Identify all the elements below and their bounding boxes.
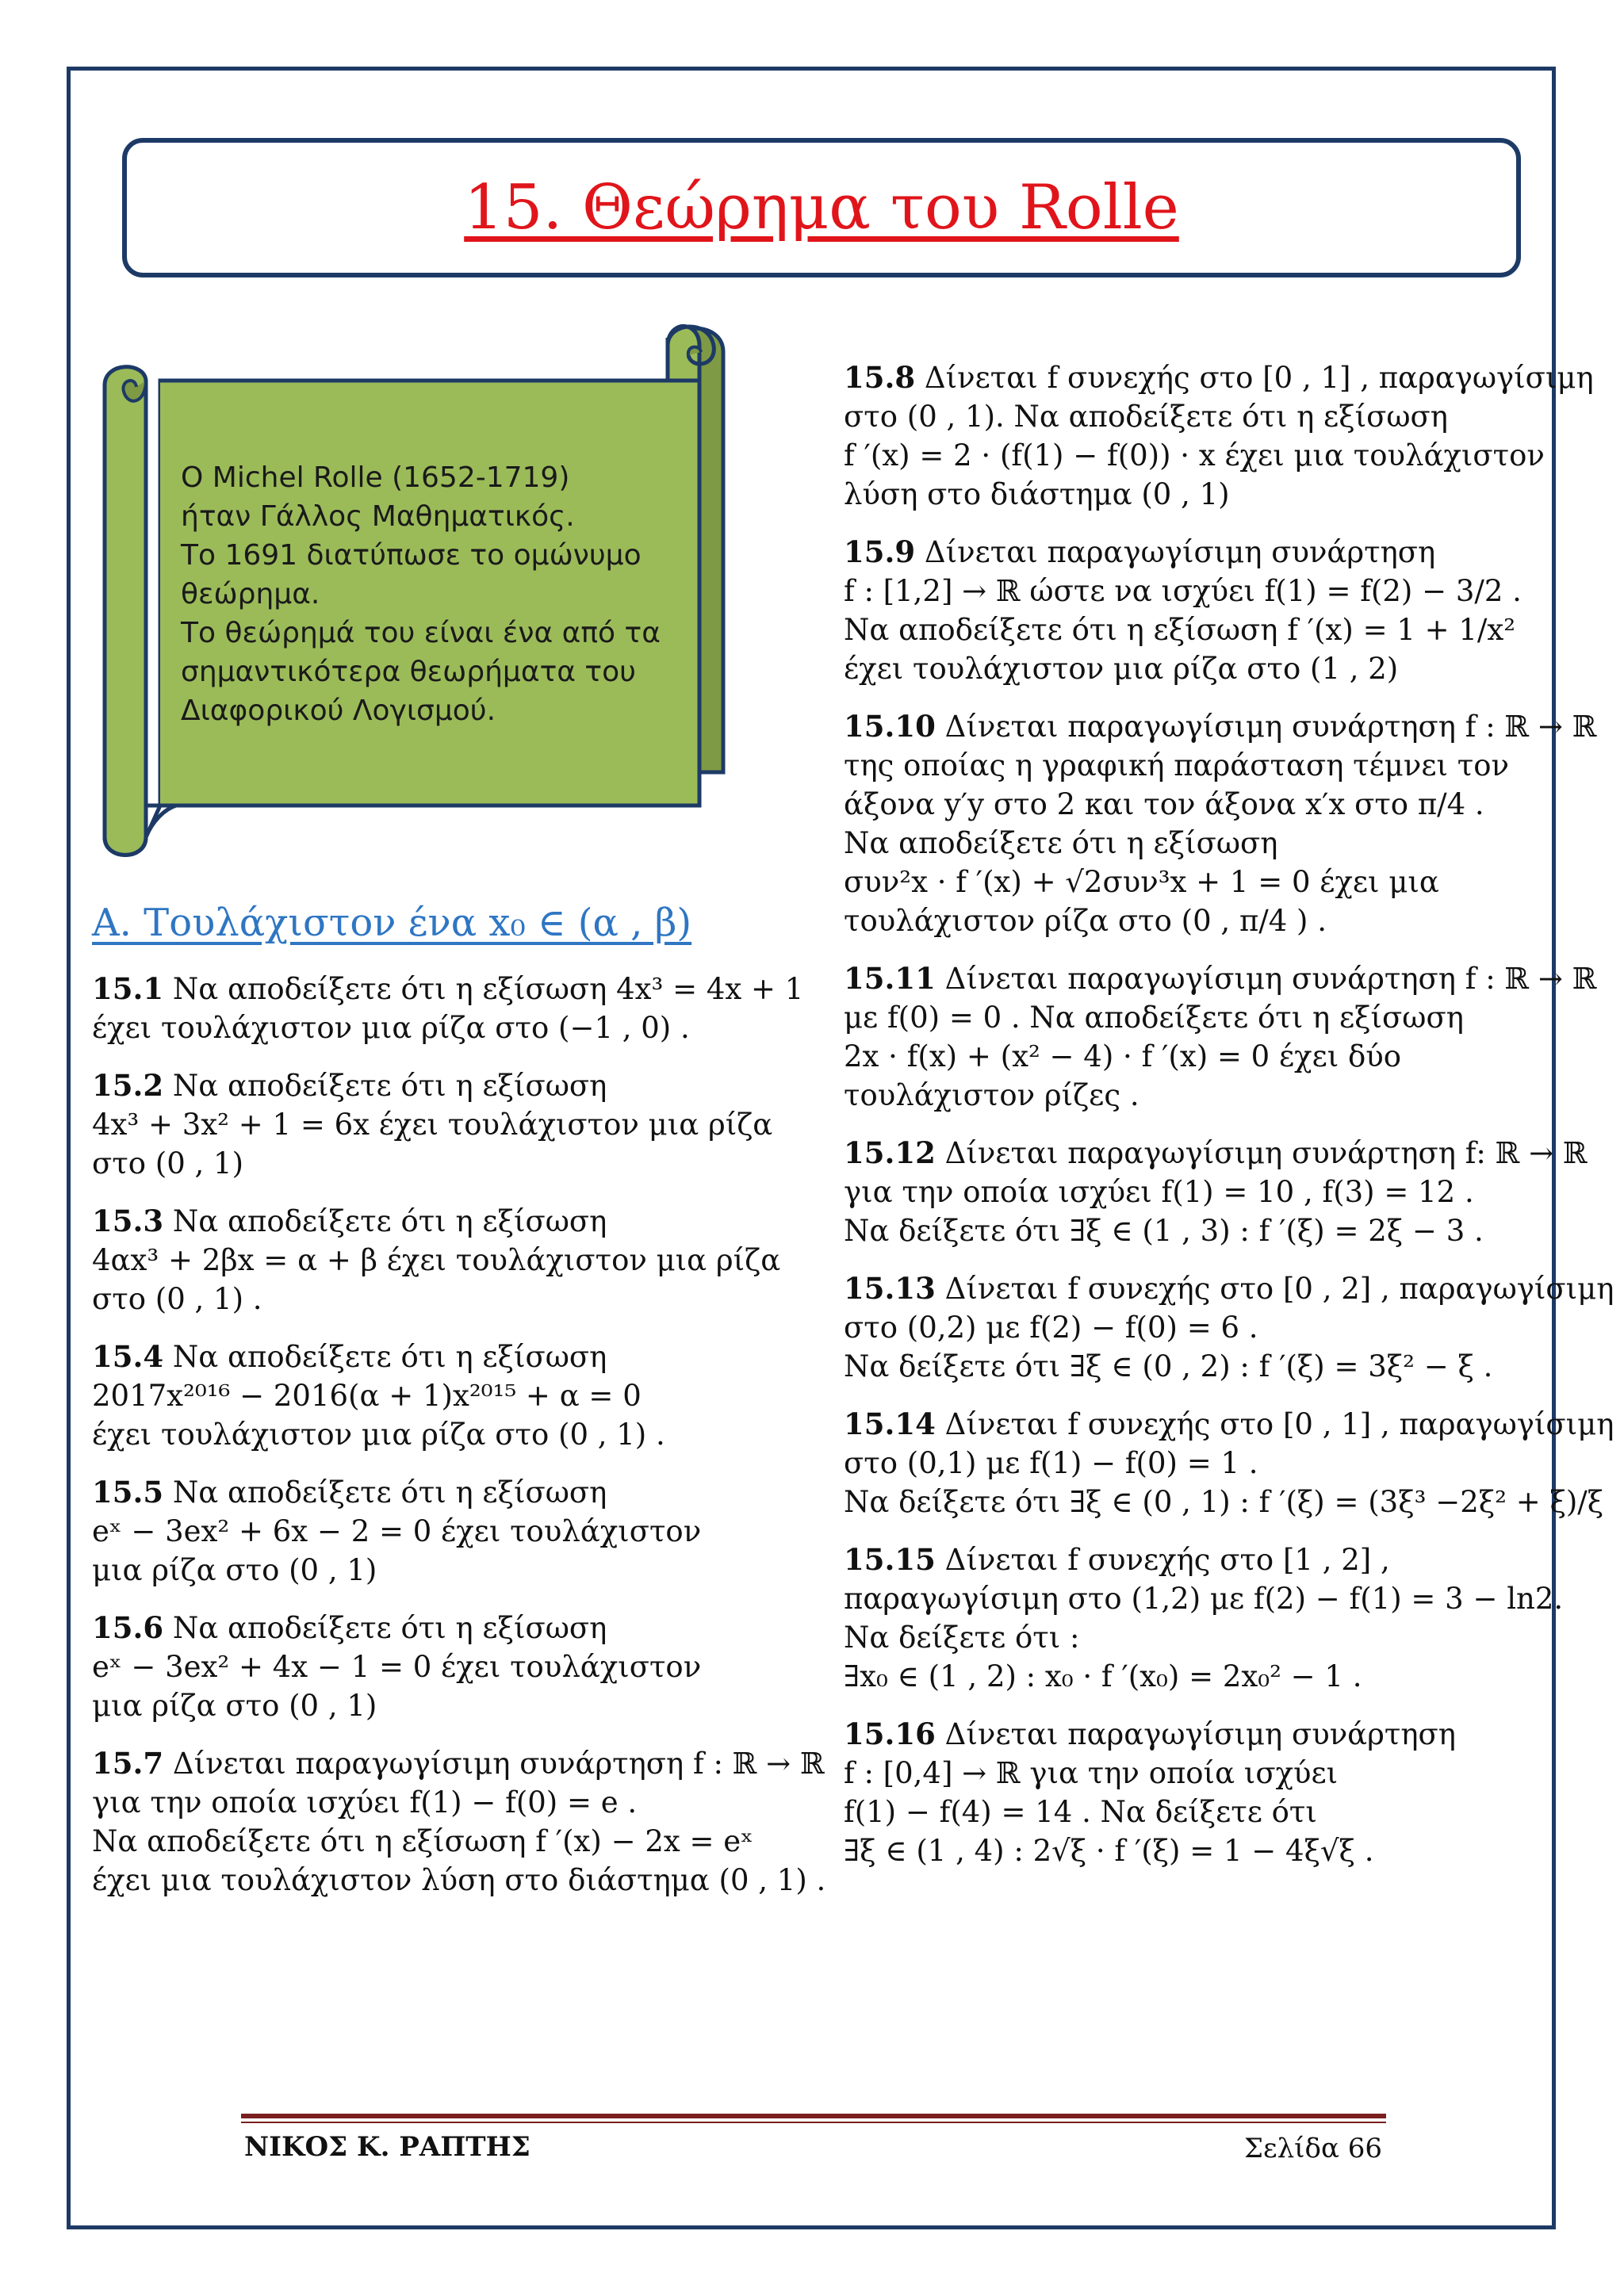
exercise-text: Να αποδείξετε ότι η εξίσωση f ′(x) − 2x = eˣ (92, 1824, 753, 1858)
exercise-line (844, 436, 1557, 475)
exercise-item (92, 1744, 826, 1900)
exercise-item (844, 707, 1597, 940)
exercise-line (92, 1415, 806, 1454)
exercise-number: 15.14 (844, 1406, 936, 1441)
exercise-number: 15.1 (92, 971, 164, 1006)
exercise-text: στο (0,1) με f(1) − f(0) = 1 . (844, 1446, 1258, 1480)
exercise-line (92, 1280, 806, 1318)
exercise-text: στο (0 , 1) . (92, 1282, 262, 1316)
exercise-number: 15.16 (844, 1716, 936, 1751)
exercise-item (844, 533, 1557, 688)
exercise-line (844, 1076, 1557, 1115)
exercise-number: 15.3 (92, 1203, 164, 1238)
exercise-text: παραγωγίσιμη στο (1,2) με f(2) − f(1) = 3 − ln2. (844, 1582, 1564, 1616)
exercise-number: 15.9 (844, 534, 916, 569)
exercise-line (844, 1754, 1557, 1793)
exercise-text: f ′(x) = 2 · (f(1) − f(0)) · x έχει μια τουλάχιστον (844, 438, 1545, 473)
exercise-line (92, 1202, 806, 1241)
scroll-line: ήταν Γάλλος Μαθηματικός. (181, 500, 575, 533)
exercise-item (844, 1269, 1614, 1386)
exercise-number: 15.15 (844, 1542, 936, 1577)
exercise-text: άξονα y′y στο 2 και τον άξονα x′x στο π/4 . (844, 787, 1484, 821)
exercise-line (92, 1376, 806, 1415)
exercise-line (92, 1609, 806, 1647)
exercise-item (844, 1405, 1614, 1521)
exercise-line (844, 1405, 1614, 1444)
exercise-line (92, 970, 806, 1008)
exercise-number: 15.10 (844, 709, 936, 744)
exercise-number: 15.2 (92, 1068, 164, 1103)
exercise-item (844, 1715, 1557, 1870)
exercise-line (844, 959, 1597, 998)
exercise-line (844, 1173, 1557, 1211)
exercise-text: Δίνεται παραγωγίσιμη συνάρτηση (924, 535, 1436, 569)
footer-divider-thin (241, 2122, 1386, 2123)
exercise-item (844, 358, 1594, 514)
exercise-text: Να αποδείξετε ότι η εξίσωση (172, 1069, 607, 1103)
exercise-line (844, 572, 1557, 610)
exercise-text: f(1) − f(4) = 14 . Να δείξετε ότι (844, 1795, 1317, 1829)
exercise-text: Να αποδείξετε ότι η εξίσωση (172, 1204, 607, 1238)
exercise-line (844, 533, 1557, 572)
exercise-number: 15.11 (844, 961, 936, 996)
exercise-line (92, 1861, 826, 1900)
scroll-line: Ο Michel Rolle (1652-1719) (181, 461, 570, 494)
left-exercise-list (92, 970, 826, 1900)
title-box (122, 138, 1521, 277)
exercise-text: Δίνεται παραγωγίσιμη συνάρτηση f : ℝ → ℝ (944, 962, 1597, 996)
exercise-line (92, 1512, 806, 1551)
exercise-line (844, 1308, 1557, 1347)
exercise-line (844, 1347, 1557, 1386)
exercise-line (92, 1783, 806, 1822)
exercise-text: τουλάχιστον ρίζα στο (0 , π/4 ) . (844, 904, 1327, 938)
exercise-text: μια ρίζα στο (0 , 1) (92, 1553, 377, 1587)
exercise-item (92, 970, 806, 1047)
exercise-text: τουλάχιστον ρίζες . (844, 1078, 1139, 1112)
exercise-line (92, 1551, 806, 1590)
exercise-text: Δίνεται f συνεχής στο [0 , 2] , παραγωγίσιμη (944, 1272, 1614, 1306)
exercise-text: Δίνεται f συνεχής στο [0 , 1] , παραγωγίσιμη (924, 361, 1594, 395)
scroll-line: σημαντικότερα θεωρήματα του (181, 656, 636, 688)
left-column (92, 901, 826, 1919)
exercise-item (844, 959, 1597, 1115)
exercise-line (92, 1473, 806, 1512)
scroll-line: θεώρημα. (181, 578, 320, 610)
exercise-line (844, 1269, 1614, 1308)
page-title: 15. Θεώρημα του Rolle (464, 172, 1179, 243)
exercise-line (844, 824, 1557, 863)
exercise-item (92, 1337, 806, 1454)
right-exercise-list (844, 358, 1614, 1870)
exercise-text: στο (0 , 1). Να αποδείξετε ότι η εξίσωση (844, 400, 1448, 434)
exercise-line (844, 1618, 1557, 1657)
exercise-text: Να αποδείξετε ότι η εξίσωση f ′(x) = 1 + 1/x² (844, 613, 1516, 647)
exercise-text: f : [1,2] → ℝ ώστε να ισχύει f(1) = f(2) − 3/2 . (844, 574, 1522, 608)
exercise-text: eˣ − 3ex² + 4x − 1 = 0 έχει τουλάχιστον (92, 1650, 702, 1684)
exercise-line (92, 1008, 806, 1047)
exercise-text: Να αποδείξετε ότι η εξίσωση (172, 1611, 607, 1645)
exercise-number: 15.8 (844, 360, 916, 395)
exercise-item (844, 1540, 1564, 1696)
footer-author: ΝΙΚΟΣ Κ. ΡΑΠΤΗΣ (244, 2131, 530, 2163)
exercise-line (844, 358, 1594, 397)
scroll-text (181, 458, 688, 730)
exercise-text: Δίνεται παραγωγίσιμη συνάρτηση f: ℝ → ℝ (944, 1136, 1588, 1170)
exercise-line (92, 1337, 806, 1376)
exercise-line (844, 1037, 1557, 1076)
exercise-text: Να αποδείξετε ότι η εξίσωση 4x³ = 4x + 1 (172, 972, 804, 1006)
page-number: Σελίδα 66 (1243, 2133, 1382, 2164)
exercise-item (92, 1202, 806, 1318)
exercise-line (844, 1715, 1557, 1754)
exercise-text: έχει τουλάχιστον μια ρίζα στο (1 , 2) (844, 652, 1399, 686)
exercise-line (92, 1241, 806, 1280)
exercise-number: 15.6 (92, 1610, 164, 1645)
exercise-text: Δίνεται παραγωγίσιμη συνάρτηση f : ℝ → ℝ (172, 1747, 825, 1781)
exercise-text: 4x³ + 3x² + 1 = 6x έχει τουλάχιστον μια ρίζα (92, 1108, 773, 1142)
scroll-line: Το θεώρημά του είναι ένα από τα (181, 617, 661, 649)
exercise-text: για την οποία ισχύει f(1) = 10 , f(3) = 12 . (844, 1175, 1474, 1209)
scroll-line: Διαφορικού Λογισμού. (181, 695, 496, 727)
exercise-line (844, 397, 1557, 436)
exercise-item (844, 1134, 1588, 1250)
exercise-line (844, 998, 1557, 1037)
exercise-line (844, 649, 1557, 688)
exercise-line (844, 1444, 1557, 1483)
exercise-line (92, 1105, 806, 1144)
exercise-text: 2017x²⁰¹⁶ − 2016(α + 1)x²⁰¹⁵ + α = 0 (92, 1379, 642, 1413)
exercise-line (844, 1211, 1557, 1250)
exercise-line (844, 746, 1557, 785)
exercise-text: στο (0 , 1) (92, 1146, 243, 1181)
exercise-line (844, 1483, 1604, 1521)
exercise-line (844, 610, 1557, 649)
exercise-text: για την οποία ισχύει f(1) − f(0) = e . (92, 1785, 638, 1820)
exercise-line (844, 707, 1597, 746)
exercise-line (844, 785, 1557, 824)
exercise-text: Να δείξετε ότι ∃ξ ∈ (0 , 2) : f ′(ξ) = 3ξ² − ξ . (844, 1349, 1493, 1383)
right-column (844, 358, 1614, 1889)
exercise-item (92, 1066, 806, 1183)
scroll-line: Το 1691 διατύπωσε το ομώνυμο (181, 539, 642, 572)
exercise-number: 15.5 (92, 1475, 164, 1510)
exercise-line (92, 1822, 806, 1861)
exercise-line (844, 475, 1557, 514)
exercise-text: με f(0) = 0 . Να αποδείξετε ότι η εξίσωση (844, 1001, 1464, 1035)
exercise-text: έχει τουλάχιστον μια ρίζα στο (0 , 1) . (92, 1418, 665, 1452)
exercise-line (844, 1831, 1557, 1870)
exercise-line (844, 1793, 1557, 1831)
exercise-text: στο (0,2) με f(2) − f(0) = 6 . (844, 1311, 1258, 1345)
exercise-line (92, 1144, 806, 1183)
exercise-number: 15.4 (92, 1339, 164, 1374)
exercise-text: Να αποδείξετε ότι η εξίσωση (844, 826, 1278, 860)
exercise-text: Δίνεται f συνεχής στο [1 , 2] , (944, 1543, 1390, 1577)
exercise-line (844, 1657, 1557, 1696)
exercise-text: λύση στο διάστημα (0 , 1) (844, 477, 1230, 511)
exercise-item (92, 1473, 806, 1590)
exercise-line (92, 1066, 806, 1105)
footer-divider (241, 2114, 1386, 2118)
exercise-text: 4αx³ + 2βx = α + β έχει τουλάχιστον μια ρίζα (92, 1243, 781, 1277)
exercise-text: της οποίας η γραφική παράσταση τέμνει τον (844, 748, 1510, 783)
exercise-text: Να δείξετε ότι ∃ξ ∈ (0 , 1) : f ′(ξ) = (3ξ³ −2ξ² + ξ)/ξ (844, 1485, 1604, 1519)
exercise-text: Να αποδείξετε ότι η εξίσωση (172, 1475, 607, 1510)
exercise-line (844, 1579, 1564, 1618)
exercise-line (844, 1540, 1557, 1579)
exercise-text: έχει μια τουλάχιστον λύση στο διάστημα (0 , 1) . (92, 1863, 826, 1897)
exercise-text: Δίνεται παραγωγίσιμη συνάρτηση f : ℝ → ℝ (944, 710, 1597, 744)
exercise-line (92, 1686, 806, 1725)
exercise-text: ∃x₀ ∈ (1 , 2) : x₀ · f ′(x₀) = 2x₀² − 1 . (844, 1659, 1362, 1693)
exercise-number: 15.13 (844, 1271, 936, 1306)
exercise-number: 15.12 (844, 1135, 936, 1170)
exercise-text: 2x · f(x) + (x² − 4) · f ′(x) = 0 έχει δύο (844, 1039, 1402, 1073)
exercise-text: eˣ − 3ex² + 6x − 2 = 0 έχει τουλάχιστον (92, 1514, 702, 1548)
exercise-line (844, 863, 1557, 901)
exercise-text: ∃ξ ∈ (1 , 4) : 2√ξ · f ′(ξ) = 1 − 4ξ√ξ . (844, 1834, 1374, 1868)
exercise-text: Δίνεται f συνεχής στο [0 , 1] , παραγωγίσιμη (944, 1407, 1614, 1441)
exercise-text: μια ρίζα στο (0 , 1) (92, 1689, 377, 1723)
exercise-text: Δίνεται παραγωγίσιμη συνάρτηση (944, 1717, 1456, 1751)
exercise-text: Να δείξετε ότι : (844, 1621, 1080, 1655)
exercise-item (92, 1609, 806, 1725)
exercise-text: f : [0,4] → ℝ για την οποία ισχύει (844, 1756, 1339, 1790)
exercise-number: 15.7 (92, 1746, 164, 1781)
section-heading: Α. Τουλάχιστον ένα x₀ ∈ (α , β) (92, 901, 692, 945)
exercise-text: Να αποδείξετε ότι η εξίσωση (172, 1340, 607, 1374)
exercise-line (92, 1744, 825, 1783)
exercise-line (844, 1134, 1588, 1173)
exercise-text: έχει τουλάχιστον μια ρίζα στο (−1 , 0) . (92, 1011, 690, 1045)
exercise-line (844, 901, 1557, 940)
exercise-text: συν²x · f ′(x) + √2συν³x + 1 = 0 έχει μια (844, 865, 1439, 899)
exercise-text: Να δείξετε ότι ∃ξ ∈ (1 , 3) : f ′(ξ) = 2ξ − 3 . (844, 1214, 1484, 1248)
exercise-line (92, 1647, 806, 1686)
